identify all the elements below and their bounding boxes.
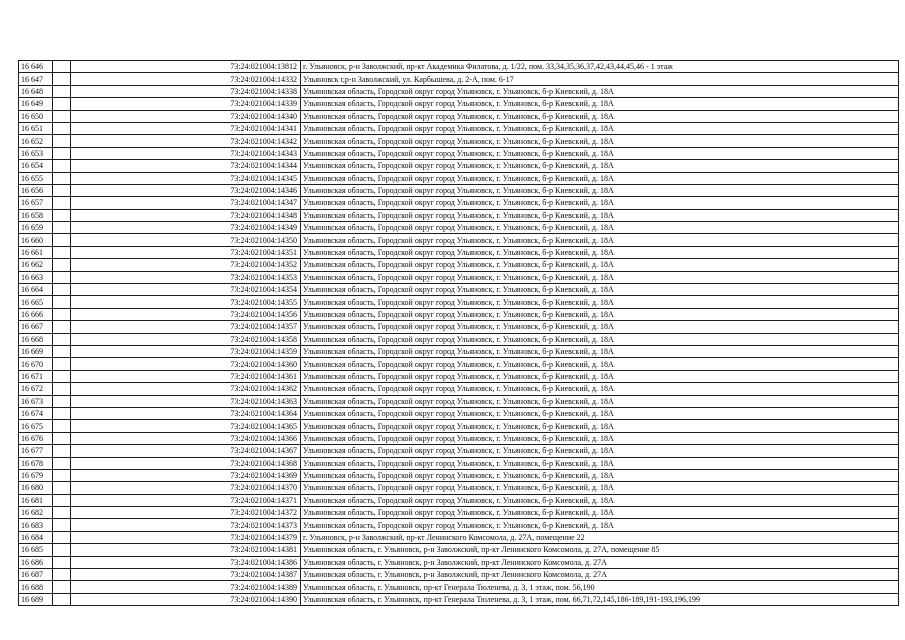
address-cell: Ульяновская область, Городской округ город Ульяновск, г. Ульяновск, б-р Киевский, д. 18А (301, 184, 899, 196)
address-cell: Ульяновская область, Городской округ город Ульяновск, г. Ульяновск, б-р Киевский, д. 18А (301, 519, 899, 531)
registry-table (18, 60, 899, 606)
cadastral-number-cell: 73:24:021004:14390 (71, 593, 301, 605)
table-row (19, 445, 899, 457)
cadastral-number-cell: 73:24:021004:14341 (71, 122, 301, 134)
empty-cell (53, 222, 71, 234)
table-row (19, 110, 899, 122)
row-number-cell: 16 660 (19, 234, 53, 246)
row-number-cell: 16 653 (19, 147, 53, 159)
address-cell: Ульяновская область, Городской округ город Ульяновск, г. Ульяновск, б-р Киевский, д. 18А (301, 234, 899, 246)
table-row (19, 531, 899, 543)
row-number-cell: 16 683 (19, 519, 53, 531)
address-cell: Ульяновская область, Городской округ город Ульяновск, г. Ульяновск, б-р Киевский, д. 18А (301, 284, 899, 296)
address-cell: Ульяновская область, Городской округ город Ульяновск, г. Ульяновск, б-р Киевский, д. 18А (301, 321, 899, 333)
address-cell: Ульяновская область, Городской округ город Ульяновск, г. Ульяновск, б-р Киевский, д. 18А (301, 445, 899, 457)
cadastral-number-cell: 73:24:021004:14386 (71, 556, 301, 568)
empty-cell (53, 593, 71, 605)
address-cell: Ульяновская область, Городской округ город Ульяновск, г. Ульяновск, б-р Киевский, д. 18А (301, 209, 899, 221)
row-number-cell: 16 648 (19, 85, 53, 97)
cadastral-number-cell: 73:24:021004:14362 (71, 383, 301, 395)
row-number-cell: 16 673 (19, 395, 53, 407)
table-row (19, 482, 899, 494)
row-number-cell: 16 651 (19, 122, 53, 134)
cadastral-number-cell: 73:24:021004:14373 (71, 519, 301, 531)
empty-cell (53, 184, 71, 196)
cadastral-number-cell: 73:24:021004:14347 (71, 197, 301, 209)
row-number-cell: 16 682 (19, 507, 53, 519)
empty-cell (53, 494, 71, 506)
row-number-cell: 16 654 (19, 160, 53, 172)
empty-cell (53, 407, 71, 419)
row-number-cell: 16 680 (19, 482, 53, 494)
table-row (19, 160, 899, 172)
row-number-cell: 16 687 (19, 569, 53, 581)
cadastral-number-cell: 73:24:021004:14356 (71, 308, 301, 320)
row-number-cell: 16 646 (19, 61, 53, 73)
table-row (19, 308, 899, 320)
address-cell: Ульяновская область, Городской округ город Ульяновск, г. Ульяновск, б-р Киевский, д. 18А (301, 160, 899, 172)
row-number-cell: 16 672 (19, 383, 53, 395)
empty-cell (53, 98, 71, 110)
cadastral-number-cell: 73:24:021004:14372 (71, 507, 301, 519)
cadastral-number-cell: 73:24:021004:14358 (71, 333, 301, 345)
table-row (19, 581, 899, 593)
row-number-cell: 16 676 (19, 432, 53, 444)
address-cell: Ульяновская область, Городской округ город Ульяновск, г. Ульяновск, б-р Киевский, д. 18А (301, 395, 899, 407)
empty-cell (53, 147, 71, 159)
cadastral-number-cell: 73:24:021004:14367 (71, 445, 301, 457)
cadastral-number-cell: 73:24:021004:14343 (71, 147, 301, 159)
table-row (19, 432, 899, 444)
table-row (19, 85, 899, 97)
table-row (19, 569, 899, 581)
table-row (19, 370, 899, 382)
table-row (19, 135, 899, 147)
address-cell: Ульяновская область, Городской округ город Ульяновск, г. Ульяновск, б-р Киевский, д. 18А (301, 469, 899, 481)
empty-cell (53, 110, 71, 122)
cadastral-number-cell: 73:24:021004:13812 (71, 61, 301, 73)
empty-cell (53, 234, 71, 246)
table-row (19, 420, 899, 432)
cadastral-number-cell: 73:24:021004:14352 (71, 259, 301, 271)
table-row (19, 519, 899, 531)
address-cell: Ульяновская область, Городской округ город Ульяновск, г. Ульяновск, б-р Киевский, д. 18А (301, 507, 899, 519)
address-cell: Ульяновская область, Городской округ город Ульяновск, г. Ульяновск, б-р Киевский, д. 18А (301, 370, 899, 382)
empty-cell (53, 172, 71, 184)
empty-cell (53, 85, 71, 97)
table-row (19, 494, 899, 506)
empty-cell (53, 259, 71, 271)
empty-cell (53, 482, 71, 494)
cadastral-number-cell: 73:24:021004:14344 (71, 160, 301, 172)
row-number-cell: 16 664 (19, 284, 53, 296)
empty-cell (53, 358, 71, 370)
table-row (19, 246, 899, 258)
cadastral-number-cell: 73:24:021004:14350 (71, 234, 301, 246)
table-row (19, 345, 899, 357)
cadastral-number-cell: 73:24:021004:14368 (71, 457, 301, 469)
row-number-cell: 16 658 (19, 209, 53, 221)
row-number-cell: 16 663 (19, 271, 53, 283)
address-cell: г. Ульяновск, р-н Заволжский, пр-кт Академика Филатова, д. 1/22, пом. 33,34,35,36,37,42,43,44,45,46 - 1 этаж (301, 61, 899, 73)
address-cell: Ульяновская область, Городской округ город Ульяновск, г. Ульяновск, б-р Киевский, д. 18А (301, 259, 899, 271)
empty-cell (53, 519, 71, 531)
row-number-cell: 16 655 (19, 172, 53, 184)
cadastral-number-cell: 73:24:021004:14369 (71, 469, 301, 481)
empty-cell (53, 395, 71, 407)
address-cell: Ульяновская область, Городской округ город Ульяновск, г. Ульяновск, б-р Киевский, д. 18А (301, 308, 899, 320)
empty-cell (53, 556, 71, 568)
table-row (19, 222, 899, 234)
cadastral-number-cell: 73:24:021004:14353 (71, 271, 301, 283)
table-row (19, 469, 899, 481)
row-number-cell: 16 669 (19, 345, 53, 357)
cadastral-number-cell: 73:24:021004:14346 (71, 184, 301, 196)
cadastral-number-cell: 73:24:021004:14370 (71, 482, 301, 494)
empty-cell (53, 432, 71, 444)
address-cell: Ульяновская область, Городской округ город Ульяновск, г. Ульяновск, б-р Киевский, д. 18А (301, 172, 899, 184)
row-number-cell: 16 649 (19, 98, 53, 110)
empty-cell (53, 507, 71, 519)
row-number-cell: 16 668 (19, 333, 53, 345)
empty-cell (53, 135, 71, 147)
table-row (19, 172, 899, 184)
cadastral-number-cell: 73:24:021004:14359 (71, 345, 301, 357)
cadastral-number-cell: 73:24:021004:14366 (71, 432, 301, 444)
address-cell: Ульяновская область, Городской округ город Ульяновск, г. Ульяновск, б-р Киевский, д. 18А (301, 246, 899, 258)
cadastral-number-cell: 73:24:021004:14338 (71, 85, 301, 97)
row-number-cell: 16 686 (19, 556, 53, 568)
empty-cell (53, 308, 71, 320)
row-number-cell: 16 679 (19, 469, 53, 481)
row-number-cell: 16 674 (19, 407, 53, 419)
empty-cell (53, 581, 71, 593)
empty-cell (53, 445, 71, 457)
cadastral-number-cell: 73:24:021004:14348 (71, 209, 301, 221)
address-cell: Ульяновская область, г. Ульяновск, р-н Заволжский, пр-кт Ленинского Комсомола, д. 27А (301, 556, 899, 568)
cadastral-number-cell: 73:24:021004:14349 (71, 222, 301, 234)
empty-cell (53, 284, 71, 296)
empty-cell (53, 61, 71, 73)
address-cell: Ульяновская область, Городской округ город Ульяновск, г. Ульяновск, б-р Киевский, д. 18А (301, 271, 899, 283)
address-cell: Ульяновская область, г. Ульяновск, пр-кт Генерала Тюленева, д. 3, 1 этаж, пом. 66,71,72,145,186-189,191-193,196,199 (301, 593, 899, 605)
address-cell: Ульяновская область, Городской округ город Ульяновск, г. Ульяновск, б-р Киевский, д. 18А (301, 222, 899, 234)
address-cell: Ульяновская область, г. Ульяновск, р-н Заволжский, пр-кт Ленинского Комсомола, д. 27А (301, 569, 899, 581)
cadastral-number-cell: 73:24:021004:14345 (71, 172, 301, 184)
cadastral-number-cell: 73:24:021004:14365 (71, 420, 301, 432)
row-number-cell: 16 665 (19, 296, 53, 308)
cadastral-number-cell: 73:24:021004:14371 (71, 494, 301, 506)
address-cell: Ульяновская область, Городской округ город Ульяновск, г. Ульяновск, б-р Киевский, д. 18А (301, 197, 899, 209)
row-number-cell: 16 650 (19, 110, 53, 122)
table-row (19, 395, 899, 407)
row-number-cell: 16 685 (19, 544, 53, 556)
table-row (19, 457, 899, 469)
registry-table-body (19, 61, 899, 606)
address-cell: г. Ульяновск, р-н Заволжский, пр-кт Ленинского Комсомола, д. 27А, помещение 22 (301, 531, 899, 543)
address-cell: Ульяновская область, Городской округ город Ульяновск, г. Ульяновск, б-р Киевский, д. 18А (301, 147, 899, 159)
table-row (19, 407, 899, 419)
table-row (19, 358, 899, 370)
cadastral-number-cell: 73:24:021004:14355 (71, 296, 301, 308)
address-cell: Ульяновская область, Городской округ город Ульяновск, г. Ульяновск, б-р Киевский, д. 18А (301, 135, 899, 147)
table-row (19, 556, 899, 568)
address-cell: Ульяновская область, Городской округ город Ульяновск, г. Ульяновск, б-р Киевский, д. 18А (301, 407, 899, 419)
cadastral-number-cell: 73:24:021004:14354 (71, 284, 301, 296)
address-cell: Ульяновская область, Городской округ город Ульяновск, г. Ульяновск, б-р Киевский, д. 18А (301, 98, 899, 110)
row-number-cell: 16 667 (19, 321, 53, 333)
table-row (19, 593, 899, 605)
empty-cell (53, 197, 71, 209)
table-row (19, 544, 899, 556)
address-cell: Ульяновская область, Городской округ город Ульяновск, г. Ульяновск, б-р Киевский, д. 18А (301, 432, 899, 444)
row-number-cell: 16 652 (19, 135, 53, 147)
address-cell: Ульяновская область, Городской округ город Ульяновск, г. Ульяновск, б-р Киевский, д. 18А (301, 345, 899, 357)
row-number-cell: 16 681 (19, 494, 53, 506)
cadastral-number-cell: 73:24:021004:14351 (71, 246, 301, 258)
empty-cell (53, 296, 71, 308)
table-row (19, 296, 899, 308)
row-number-cell: 16 689 (19, 593, 53, 605)
row-number-cell: 16 675 (19, 420, 53, 432)
address-cell: Ульяновская область, Городской округ город Ульяновск, г. Ульяновск, б-р Киевский, д. 18А (301, 122, 899, 134)
empty-cell (53, 271, 71, 283)
address-cell: Ульяновская область, г. Ульяновск, пр-кт Генерала Тюленева, д. 3, 1 этаж, пом. 56,190 (301, 581, 899, 593)
table-row (19, 98, 899, 110)
empty-cell (53, 122, 71, 134)
empty-cell (53, 569, 71, 581)
empty-cell (53, 160, 71, 172)
address-cell: Ульяновская область, Городской округ город Ульяновск, г. Ульяновск, б-р Киевский, д. 18А (301, 383, 899, 395)
address-cell: Ульяновская область, Городской округ город Ульяновск, г. Ульяновск, б-р Киевский, д. 18А (301, 85, 899, 97)
table-row (19, 122, 899, 134)
cadastral-number-cell: 73:24:021004:14360 (71, 358, 301, 370)
empty-cell (53, 345, 71, 357)
address-cell: Ульяновск г,р-н Заволжский, ул. Карбышева, д. 2-А, пом. 6-17 (301, 73, 899, 85)
row-number-cell: 16 657 (19, 197, 53, 209)
cadastral-number-cell: 73:24:021004:14364 (71, 407, 301, 419)
cadastral-number-cell: 73:24:021004:14361 (71, 370, 301, 382)
address-cell: Ульяновская область, Городской округ город Ульяновск, г. Ульяновск, б-р Киевский, д. 18А (301, 420, 899, 432)
empty-cell (53, 383, 71, 395)
address-cell: Ульяновская область, Городской округ город Ульяновск, г. Ульяновск, б-р Киевский, д. 18А (301, 296, 899, 308)
cadastral-number-cell: 73:24:021004:14357 (71, 321, 301, 333)
table-row (19, 507, 899, 519)
table-row (19, 147, 899, 159)
row-number-cell: 16 666 (19, 308, 53, 320)
row-number-cell: 16 688 (19, 581, 53, 593)
row-number-cell: 16 677 (19, 445, 53, 457)
table-row (19, 271, 899, 283)
empty-cell (53, 469, 71, 481)
row-number-cell: 16 670 (19, 358, 53, 370)
cadastral-number-cell: 73:24:021004:14332 (71, 73, 301, 85)
empty-cell (53, 531, 71, 543)
row-number-cell: 16 678 (19, 457, 53, 469)
row-number-cell: 16 671 (19, 370, 53, 382)
table-row (19, 197, 899, 209)
table-row (19, 234, 899, 246)
empty-cell (53, 457, 71, 469)
address-cell: Ульяновская область, Городской округ город Ульяновск, г. Ульяновск, б-р Киевский, д. 18А (301, 358, 899, 370)
table-row (19, 321, 899, 333)
table-row (19, 333, 899, 345)
address-cell: Ульяновская область, г. Ульяновск, р-н Заволжский, пр-кт Ленинского Комсомола, д. 27А, помещение 85 (301, 544, 899, 556)
cadastral-number-cell: 73:24:021004:14342 (71, 135, 301, 147)
row-number-cell: 16 684 (19, 531, 53, 543)
table-row (19, 259, 899, 271)
address-cell: Ульяновская область, Городской округ город Ульяновск, г. Ульяновск, б-р Киевский, д. 18А (301, 333, 899, 345)
empty-cell (53, 209, 71, 221)
table-row (19, 61, 899, 73)
table-row (19, 284, 899, 296)
address-cell: Ульяновская область, Городской округ город Ульяновск, г. Ульяновск, б-р Киевский, д. 18А (301, 457, 899, 469)
cadastral-number-cell: 73:24:021004:14339 (71, 98, 301, 110)
empty-cell (53, 246, 71, 258)
cadastral-number-cell: 73:24:021004:14389 (71, 581, 301, 593)
row-number-cell: 16 656 (19, 184, 53, 196)
empty-cell (53, 370, 71, 382)
address-cell: Ульяновская область, Городской округ город Ульяновск, г. Ульяновск, б-р Киевский, д. 18А (301, 482, 899, 494)
address-cell: Ульяновская область, Городской округ город Ульяновск, г. Ульяновск, б-р Киевский, д. 18А (301, 110, 899, 122)
row-number-cell: 16 659 (19, 222, 53, 234)
cadastral-number-cell: 73:24:021004:14379 (71, 531, 301, 543)
table-row (19, 73, 899, 85)
row-number-cell: 16 661 (19, 246, 53, 258)
cadastral-number-cell: 73:24:021004:14387 (71, 569, 301, 581)
table-row (19, 209, 899, 221)
table-row (19, 184, 899, 196)
cadastral-number-cell: 73:24:021004:14381 (71, 544, 301, 556)
table-row (19, 383, 899, 395)
row-number-cell: 16 647 (19, 73, 53, 85)
empty-cell (53, 321, 71, 333)
address-cell: Ульяновская область, Городской округ город Ульяновск, г. Ульяновск, б-р Киевский, д. 18А (301, 494, 899, 506)
empty-cell (53, 73, 71, 85)
cadastral-number-cell: 73:24:021004:14340 (71, 110, 301, 122)
cadastral-number-cell: 73:24:021004:14363 (71, 395, 301, 407)
row-number-cell: 16 662 (19, 259, 53, 271)
empty-cell (53, 544, 71, 556)
empty-cell (53, 420, 71, 432)
empty-cell (53, 333, 71, 345)
